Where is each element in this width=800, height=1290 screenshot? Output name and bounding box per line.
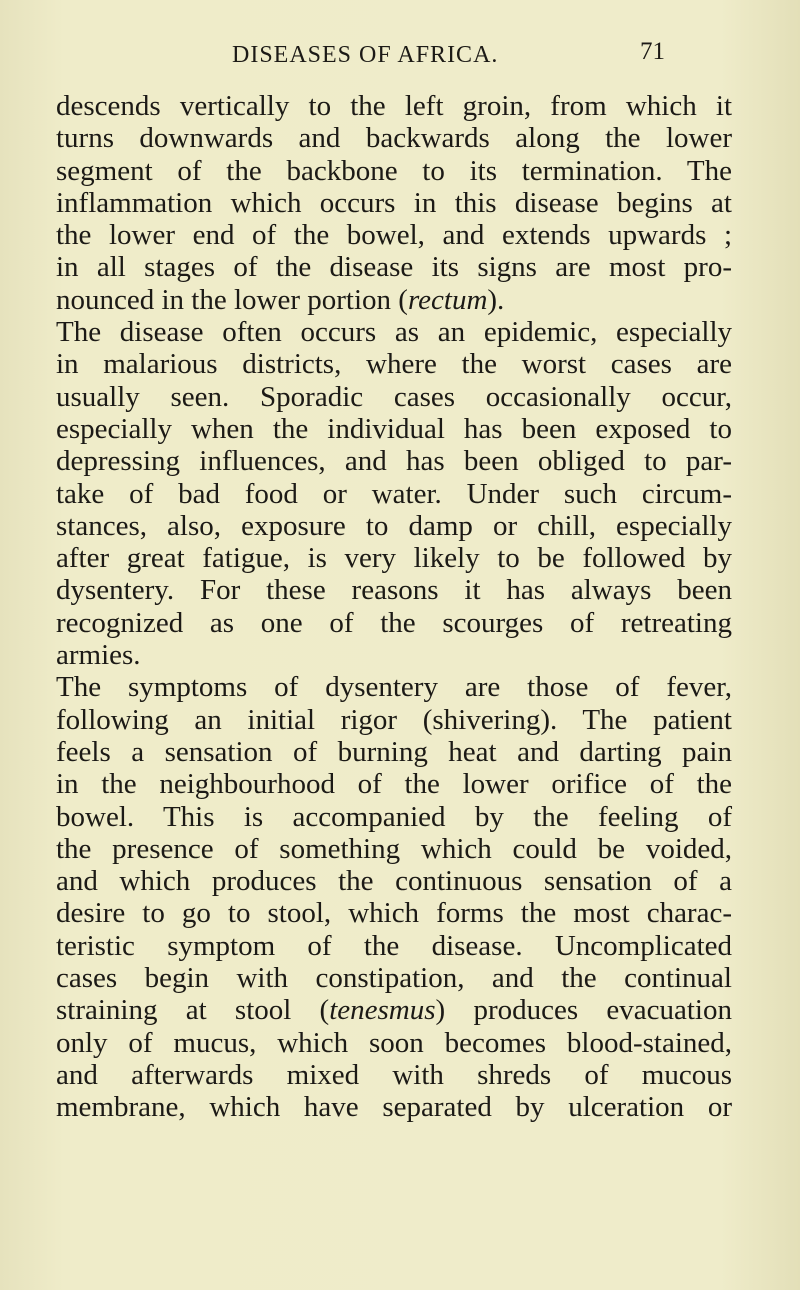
text-line: membrane, which have separated by ulceration or — [56, 1091, 732, 1124]
text-line: depressing influences, and has been obliged to par- — [56, 445, 732, 478]
text-line: stances, also, exposure to damp or chill, especially — [56, 509, 732, 542]
body-text — [56, 90, 732, 1124]
text-line: cases begin with constipation, and the continual — [56, 962, 732, 995]
text-line: in malarious districts, where the worst cases are — [56, 348, 732, 381]
text-line: The disease often occurs as an epidemic, especially — [56, 316, 732, 349]
text-line: following an initial rigor (shivering). The patient — [56, 703, 732, 736]
running-head: DISEASES OF AFRICA. — [232, 42, 499, 68]
text-line: dysentery. For these reasons it has always been — [56, 574, 732, 607]
text-line: segment of the backbone to its termination. The — [56, 154, 732, 187]
text-line: in the neighbourhood of the lower orifice of the — [56, 768, 732, 801]
text-line: straining at stool (tenesmus) produces evacuation — [56, 994, 732, 1027]
text-line: and which produces the continuous sensation of a — [56, 865, 732, 898]
page-header — [0, 38, 800, 78]
text-line: after great fatigue, is very likely to be followed by — [56, 542, 732, 575]
text-line: and afterwards mixed with shreds of mucous — [56, 1058, 732, 1091]
text-line: inflammation which occurs in this disease begins at — [56, 186, 732, 219]
text-line: the presence of something which could be voided, — [56, 832, 732, 865]
text-line: descends vertically to the left groin, from which it — [56, 90, 732, 122]
text-line: bowel. This is accompanied by the feeling of — [56, 800, 732, 833]
text-line: only of mucus, which soon becomes blood-stained, — [56, 1026, 732, 1059]
text-line: nounced in the lower portion (rectum). — [56, 283, 505, 316]
text-line: The symptoms of dysentery are those of fever, — [56, 671, 732, 704]
text-line: take of bad food or water. Under such circum- — [56, 477, 732, 510]
text-line: recognized as one of the scourges of retreating — [56, 606, 732, 639]
text-line: desire to go to stool, which forms the most charac- — [56, 897, 732, 930]
text-line: feels a sensation of burning heat and darting pain — [56, 735, 732, 768]
text-line: armies. — [56, 639, 141, 672]
text-line: in all stages of the disease its signs are most pro- — [56, 251, 732, 284]
text-line: teristic symptom of the disease. Uncomplicated — [56, 929, 732, 962]
text-line: especially when the individual has been exposed to — [56, 412, 732, 445]
text-line: the lower end of the bowel, and extends upwards ; — [56, 219, 732, 252]
text-line: usually seen. Sporadic cases occasionally occur, — [56, 380, 732, 413]
page-number: 71 — [640, 38, 665, 65]
text-line: turns downwards and backwards along the lower — [56, 122, 732, 155]
